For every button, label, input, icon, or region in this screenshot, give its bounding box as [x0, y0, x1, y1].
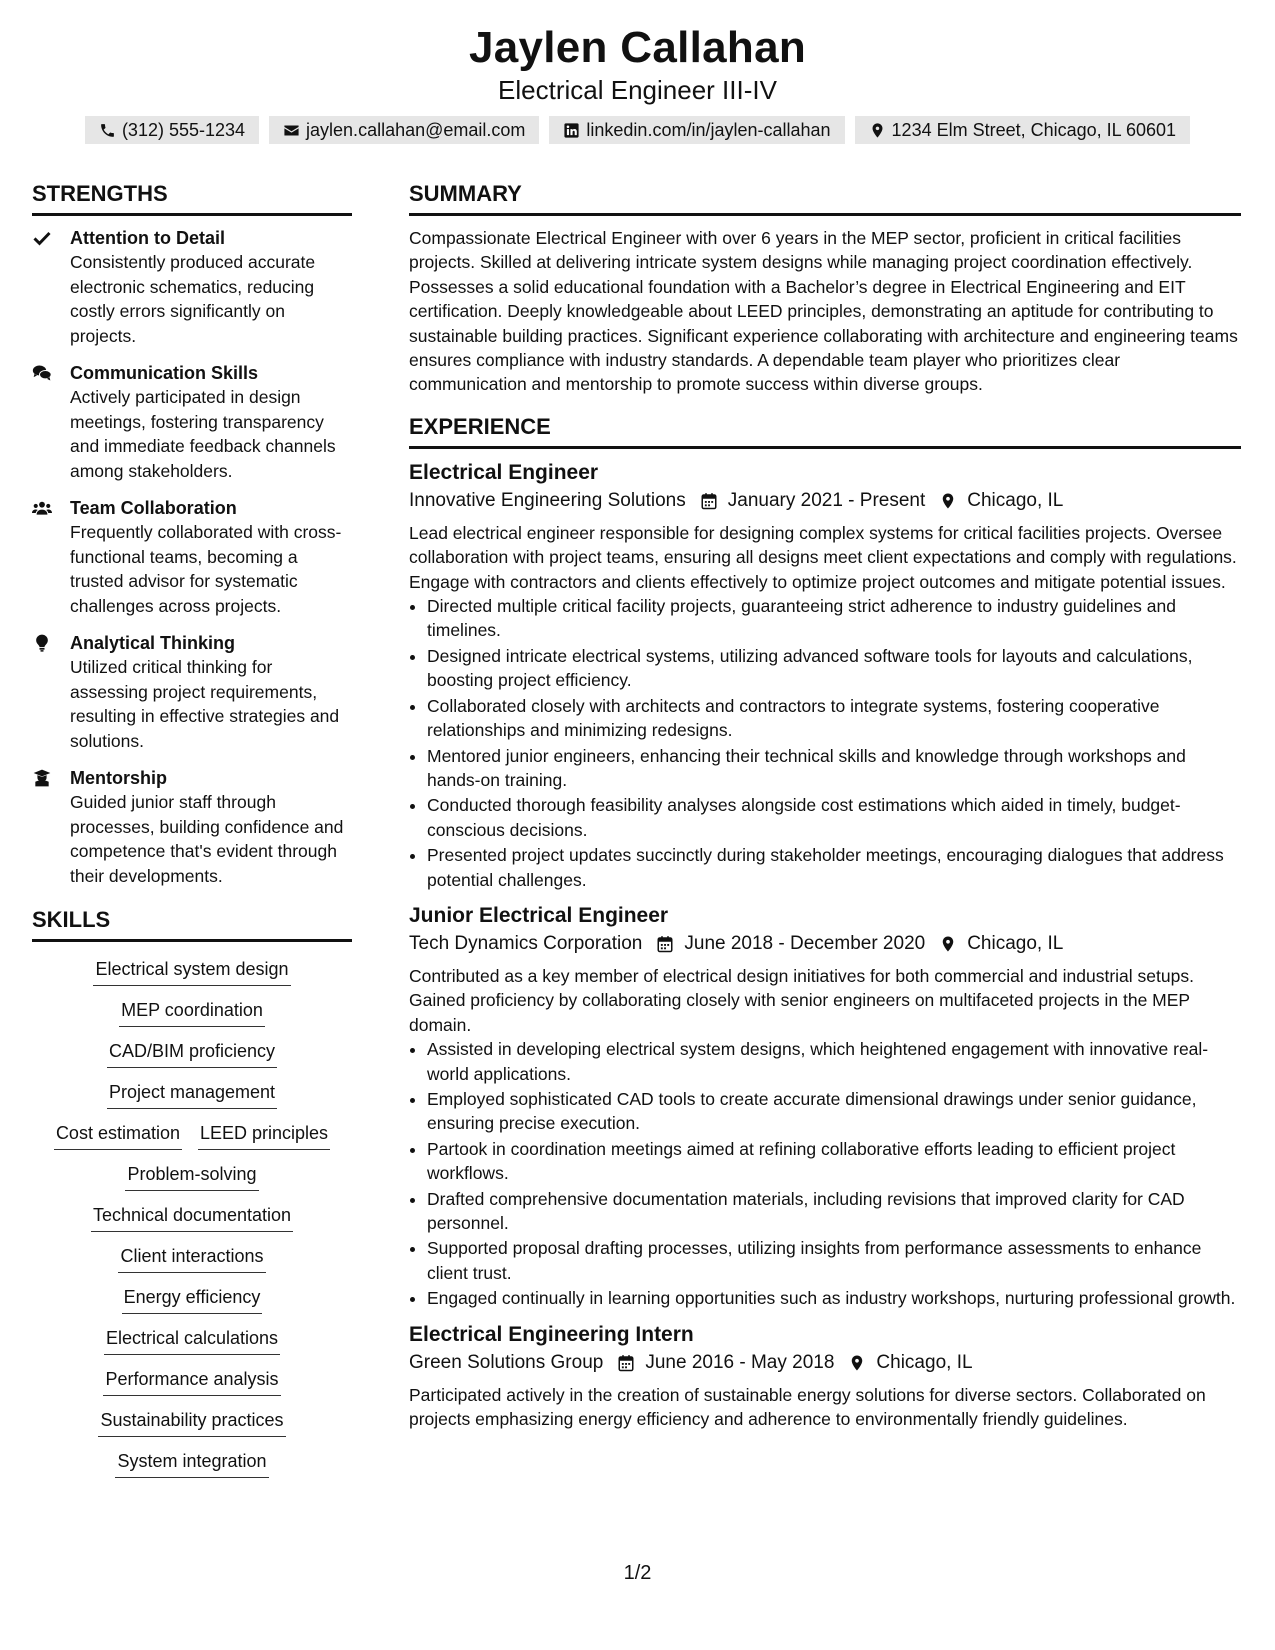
- strength-item: [32, 766, 352, 888]
- summary-heading: SUMMARY: [409, 180, 1241, 216]
- skill-tag: Sustainability practices: [98, 1407, 285, 1437]
- job-meta: [409, 487, 1241, 515]
- job-meta: [409, 1349, 1241, 1377]
- resume-header: [0, 0, 1275, 144]
- job-description: Lead electrical engineer responsible for designing complex systems for critical facilities projects. Oversee collaboration with project teams, ensuring all designs meet client expectations and comply with regulations. Engage with contractors and clients effectively to optimize project outcomes and mitigate potential issues.: [409, 522, 1237, 592]
- right-column: [409, 180, 1241, 1441]
- job-company: Tech Dynamics Corporation: [409, 932, 643, 954]
- job-bullet: • Partook in coordination meetings aimed at refining collaborative efforts leading to efficient project workflows.: [427, 1137, 1241, 1186]
- page-number: 1/2: [623, 1562, 652, 1584]
- contact-linkedin[interactable]: [549, 116, 844, 144]
- job-title: Junior Electrical Engineer: [409, 903, 669, 927]
- skills-row: [32, 956, 352, 986]
- skill-tag: System integration: [115, 1448, 268, 1478]
- phone-icon: [99, 122, 116, 139]
- skills-row: [32, 1038, 352, 1068]
- skills-row: [32, 1161, 352, 1191]
- skill-tag: Client interactions: [118, 1243, 265, 1273]
- contact-email[interactable]: [269, 116, 539, 144]
- job-bullet: • Directed multiple critical facility projects, guaranteeing strict adherence to industry guidelines and timelines.: [427, 594, 1241, 643]
- job-bullet: • Mentored junior engineers, enhancing their technical skills and knowledge through workshops and hands-on training.: [427, 744, 1241, 793]
- contact-address-text: 1234 Elm Street, Chicago, IL 60601: [891, 120, 1177, 140]
- skills-row: [32, 1120, 352, 1150]
- job-bullet: • Supported proposal drafting processes, utilizing insights from performance assessments to enhance client trust.: [427, 1236, 1241, 1285]
- job-bullet: • Conducted thorough feasibility analyses alongside cost estimations which aided in timely, budget-conscious decisions.: [427, 793, 1241, 842]
- strength-desc: Actively participated in design meetings, fostering transparency and immediate feedback channels among stakeholders.: [70, 387, 336, 481]
- job-bullets: [409, 1037, 1241, 1310]
- strength-title: Analytical Thinking: [70, 633, 236, 653]
- job-bullet: • Designed intricate electrical systems, utilizing advanced software tools for layouts and calculations, boosting project efficiency.: [427, 644, 1241, 693]
- strength-desc: Frequently collaborated with cross-functional teams, becoming a trusted advisor for systematic challenges across projects.: [70, 522, 342, 616]
- strengths-heading: STRENGTHS: [32, 180, 352, 216]
- calendar-icon: [700, 492, 718, 510]
- job-description: Participated actively in the creation of sustainable energy solutions for diverse sectors. Collaborated on projects emphasizing energy efficiency and adherence to environmentally friendly guidelines.: [409, 1384, 1206, 1430]
- map-pin-icon: [869, 122, 886, 139]
- skill-tag: Problem-solving: [125, 1161, 258, 1191]
- skill-tag: CAD/BIM proficiency: [107, 1038, 277, 1068]
- skill-tag: LEED principles: [198, 1120, 330, 1150]
- skill-tag: MEP coordination: [119, 997, 265, 1027]
- skills-row: [32, 1079, 352, 1109]
- job-dates: June 2018 - December 2020: [684, 932, 926, 954]
- skills-row: [32, 1202, 352, 1232]
- checkmark-icon: [32, 228, 52, 248]
- candidate-title: Electrical Engineer III-IV: [498, 75, 777, 105]
- calendar-icon: [656, 935, 674, 953]
- strength-title: Communication Skills: [70, 363, 259, 383]
- strength-desc: Guided junior staff through processes, building confidence and competence that's evident through their developments.: [70, 792, 344, 886]
- map-pin-icon: [939, 935, 957, 953]
- job-location: Chicago, IL: [967, 932, 1064, 954]
- experience-list: [409, 459, 1241, 1432]
- skill-tag: Cost estimation: [54, 1120, 182, 1150]
- strength-item: [32, 226, 352, 348]
- job-title: Electrical Engineering Intern: [409, 1322, 694, 1346]
- map-pin-icon: [939, 492, 957, 510]
- skills-row: [32, 997, 352, 1027]
- strength-item: [32, 496, 352, 618]
- job-dates: January 2021 - Present: [727, 489, 926, 511]
- skills-row: [32, 1325, 352, 1355]
- job-title: Electrical Engineer: [409, 460, 599, 484]
- skill-tag: Technical documentation: [91, 1202, 293, 1232]
- skills-row: [32, 1448, 352, 1478]
- users-icon: [32, 498, 52, 518]
- candidate-name: Jaylen Callahan: [468, 23, 807, 72]
- experience-heading: EXPERIENCE: [409, 413, 1241, 449]
- contact-linkedin-text: linkedin.com/in/jaylen-callahan: [586, 120, 831, 140]
- envelope-icon: [283, 122, 300, 139]
- job-entry: [409, 459, 1241, 892]
- job-bullet: • Drafted comprehensive documentation materials, including revisions that improved clarity for CAD personnel.: [427, 1187, 1241, 1236]
- job-entry: [409, 902, 1241, 1311]
- job-location: Chicago, IL: [967, 489, 1064, 511]
- skill-tag: Performance analysis: [103, 1366, 280, 1396]
- contact-phone-text: (312) 555-1234: [121, 120, 246, 140]
- job-company: Innovative Engineering Solutions: [409, 489, 686, 511]
- contact-bar: [0, 116, 1275, 144]
- job-bullet: • Employed sophisticated CAD tools to create accurate dimensional drawings under senior guidance, ensuring precise execution.: [427, 1087, 1241, 1136]
- chat-bubbles-icon: [32, 363, 52, 383]
- skills-row: [32, 1284, 352, 1314]
- skills-heading: SKILLS: [32, 906, 352, 942]
- skills-row: [32, 1366, 352, 1396]
- job-bullet: • Engaged continually in learning opportunities such as industry workshops, nurturing professional growth.: [427, 1286, 1241, 1310]
- strength-desc: Utilized critical thinking for assessing project requirements, resulting in effective strategies and solutions.: [70, 657, 340, 751]
- job-entry: [409, 1321, 1241, 1432]
- skill-tag: Electrical calculations: [104, 1325, 280, 1355]
- job-company: Green Solutions Group: [409, 1351, 604, 1373]
- map-pin-icon: [848, 1354, 866, 1372]
- skill-tag: Energy efficiency: [122, 1284, 263, 1314]
- lightbulb-icon: [32, 633, 52, 653]
- skill-tag: Electrical system design: [93, 956, 290, 986]
- job-bullet: • Assisted in developing electrical system designs, which heightened engagement with innovative real-world applications.: [427, 1037, 1241, 1086]
- job-dates: June 2016 - May 2018: [645, 1351, 835, 1373]
- strength-title: Team Collaboration: [70, 498, 237, 518]
- job-bullets: [409, 594, 1241, 892]
- skills-row: [32, 1407, 352, 1437]
- strength-title: Mentorship: [70, 768, 167, 788]
- strength-item: [32, 361, 352, 483]
- job-location: Chicago, IL: [876, 1351, 973, 1373]
- skill-tag: Project management: [107, 1079, 277, 1109]
- job-bullet: • Presented project updates succinctly during stakeholder meetings, encouraging dialogues that address potential challenges.: [427, 843, 1241, 892]
- summary-text: Compassionate Electrical Engineer with over 6 years in the MEP sector, proficient in critical facilities projects. Skilled at delivering intricate system designs while managing project coordination effectively. Possesses a solid educational foundation with a Bachelor’s degree in Electrical Engineering and EIT certification. Deeply knowledgeable about LEED principles, demonstrating an aptitude for contributing to sustainable building practices. Significant experience collaborating with architecture and engineering teams ensures compliance with industry standards. A dependable team player who prioritizes clear communication and mentorship to promote success within diverse groups.: [409, 228, 1238, 395]
- job-bullet: • Collaborated closely with architects and contractors to integrate systems, fostering cooperative relationships and minimizing redesigns.: [427, 694, 1241, 743]
- contact-address: [855, 116, 1191, 144]
- skills-row: [32, 1243, 352, 1273]
- left-column: [32, 180, 352, 1489]
- contact-phone[interactable]: [85, 116, 259, 144]
- job-meta: [409, 930, 1241, 958]
- graduate-icon: [32, 768, 52, 788]
- strength-desc: Consistently produced accurate electronic schematics, reducing costly errors significantly on projects.: [70, 252, 316, 346]
- job-description: Contributed as a key member of electrical design initiatives for both commercial and industrial setups. Gained proficiency by collaborating closely with senior engineers on multifaceted projects in the MEP domain.: [409, 965, 1194, 1035]
- calendar-icon: [617, 1354, 635, 1372]
- contact-email-text: jaylen.callahan@email.com: [306, 120, 526, 140]
- skills-list: [32, 956, 352, 1478]
- strength-title: Attention to Detail: [70, 228, 225, 248]
- strength-item: [32, 631, 352, 753]
- linkedin-icon: [563, 122, 580, 139]
